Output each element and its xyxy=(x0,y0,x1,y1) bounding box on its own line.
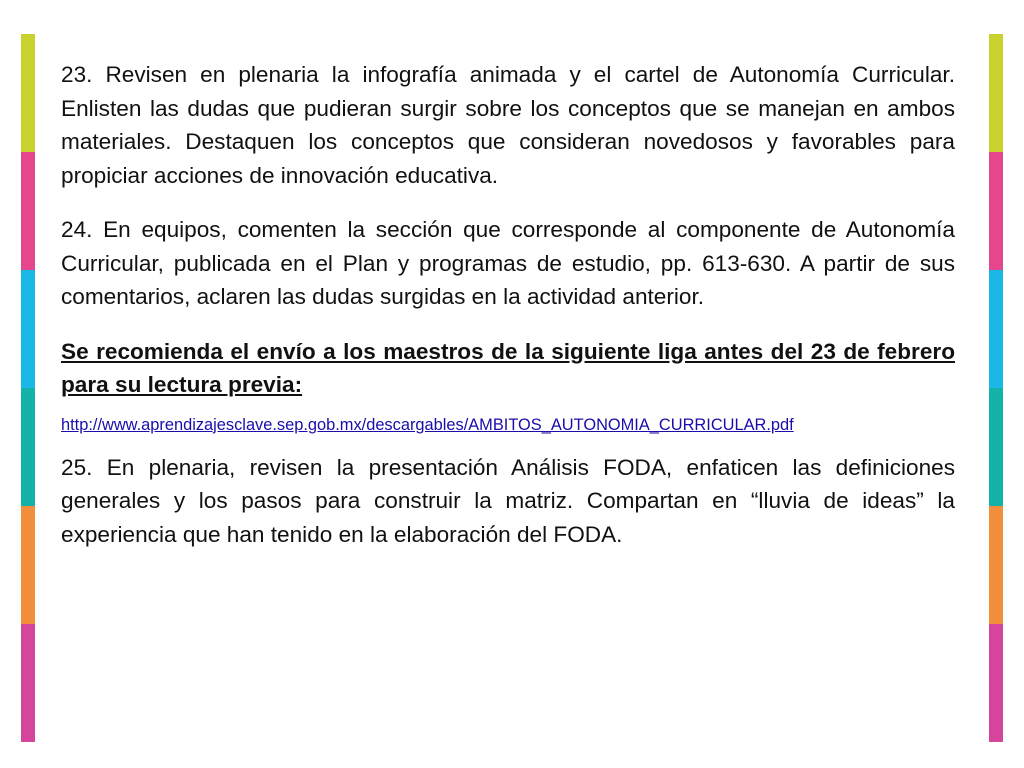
stripe-segment-orange xyxy=(989,506,1003,624)
recommendation-notice: Se recomienda el envío a los maestros de la siguiente liga antes del 23 de febrero para su lectura previa: xyxy=(61,338,955,397)
activity-24-paragraph: 24. En equipos, comenten la sección que corresponde al componente de Autonomía Curricular, publicada en el Plan y programas de estudio, pp. 613-630. A partir de sus comentarios, aclaren las dudas surgidas en la actividad anterior. xyxy=(61,217,955,309)
stripe-segment-sky-blue xyxy=(989,270,1003,388)
left-color-stripe xyxy=(21,34,35,742)
stripe-segment-lime xyxy=(989,34,1003,152)
stripe-segment-pink xyxy=(21,152,35,270)
stripe-segment-orange xyxy=(21,506,35,624)
stripe-segment-teal xyxy=(21,388,35,506)
slide-content xyxy=(61,58,955,551)
activity-25-paragraph: 25. En plenaria, revisen la presentación Análisis FODA, enfaticen las definiciones generales y los pasos para construir la matriz. Compartan en “lluvia de ideas” la experiencia que han tenido en la elaboración del FODA. xyxy=(61,454,955,547)
activity-23-paragraph: 23. Revisen en plenaria la infografía animada y el cartel de Autonomía Curricular. Enlisten las dudas que pudieran surgir sobre los conceptos que se manejan en ambos materiales. Destaquen los conceptos que consideran novedosos y favorables para propiciar acciones de innovación educativa. xyxy=(61,62,955,188)
stripe-segment-sky-blue xyxy=(21,270,35,388)
stripe-segment-magenta xyxy=(21,624,35,742)
curricular-autonomy-pdf-link[interactable]: http://www.aprendizajesclave.sep.gob.mx/descargables/AMBITOS_AUTONOMIA_CURRICULAR.pdf xyxy=(61,415,794,434)
stripe-segment-lime xyxy=(21,34,35,152)
stripe-segment-pink xyxy=(989,152,1003,270)
stripe-segment-magenta xyxy=(989,624,1003,742)
right-color-stripe xyxy=(989,34,1003,742)
stripe-segment-teal xyxy=(989,388,1003,506)
